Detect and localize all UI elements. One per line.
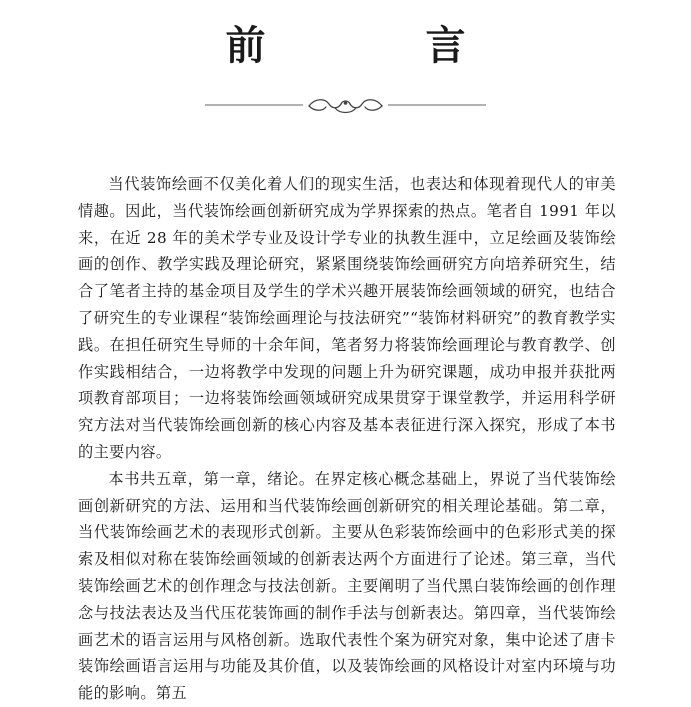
page-title: 前 言 <box>225 22 526 69</box>
paragraph-2: 本书共五章，第一章，绪论。在界定核心概念基础上，界说了当代装饰绘画创新研究的方法、运用和当代装饰绘画创新研究的相关理论基础。第二章，当代装饰绘画艺术的表现形式创新。主要从色彩装饰绘画中的色彩形式美的探索及相似对称在装饰绘画领域的创新表达两个方面进行了论述。第三章，当代装饰绘画艺术的创作理念与技法创新。主要阐明了当代黑白装饰绘画的创作理念与技法表达及当代压花装饰画的制作手法与创新表达。第四章，当代装饰绘画艺术的语言运用与风格创新。选取代表性个案为研究对象，集中论述了唐卡装饰绘画语言运用与功能及其价值，以及装饰绘画的风格设计对室内环境与功能的影响。第五 <box>78 469 616 703</box>
body-text <box>78 171 616 707</box>
paragraph-1: 当代装饰绘画不仅美化着人们的现实生活，也表达和体现着现代人的审美情趣。因此，当代装饰绘画创新研究成为学界探索的热点。笔者自 1991 年以来，在近 28 年的美术学专业及设计学专业的执教生涯中，立足绘画及装饰绘画的创作、教学实践及理论研究，紧紧围绕装饰绘画研究方向培养研究生，结合了笔者主持的基金项目及学生的学术兴趣开展装饰绘画领域的研究，也结合了研究生的专业课程“装饰绘画理论与技法研究”“装饰材料研究”的教育教学实践。在担任研究生导师的十余年间，笔者努力将装饰绘画理论与教育教学、创作实践相结合，一边将教学中发现的问题上升为研究课题，成功申报并获批两项教育部项目；一边将装饰绘画领域研究成果贯穿于课堂教学，并运用科学研究方法对当代装饰绘画创新的核心内容及基本表征进行深入探究，形成了本书的主要内容。 <box>78 175 616 461</box>
ornament-center-dot <box>344 101 348 105</box>
title-ornament <box>205 92 486 118</box>
